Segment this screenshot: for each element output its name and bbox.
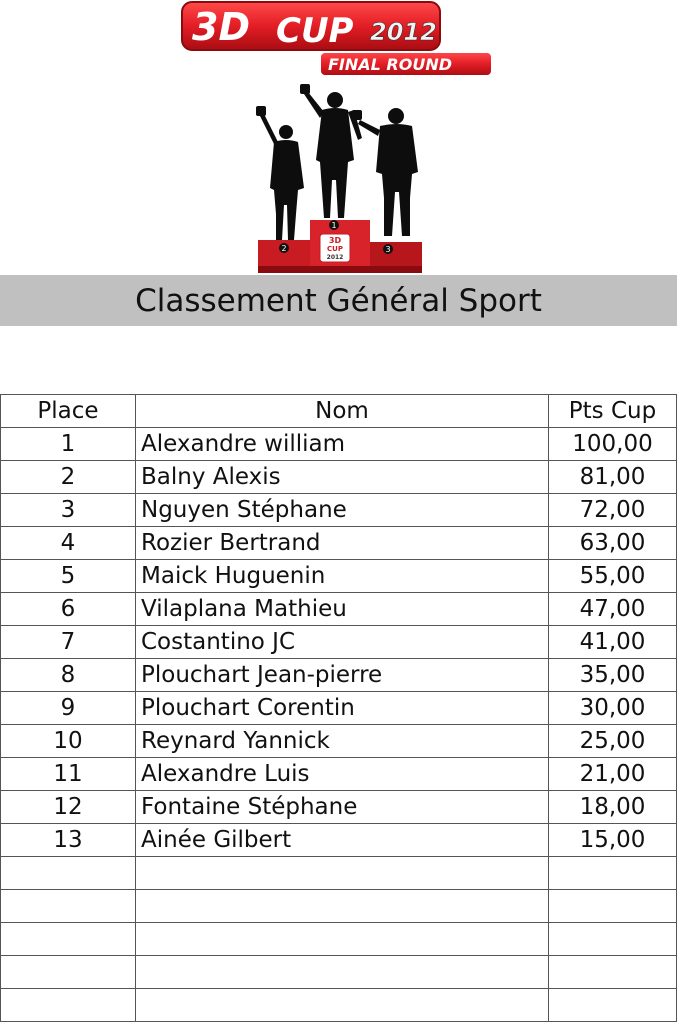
- cell-place: 2: [1, 461, 136, 494]
- cell-name: [136, 989, 549, 1022]
- table-row: [1, 824, 677, 857]
- header-name: Nom: [136, 395, 549, 428]
- table-row: [1, 659, 677, 692]
- cell-name: Nguyen Stéphane: [136, 494, 549, 527]
- cell-place: 13: [1, 824, 136, 857]
- table-row: [1, 791, 677, 824]
- cell-points: 100,00: [549, 428, 677, 461]
- cell-name: Reynard Yannick: [136, 725, 549, 758]
- cell-points: 30,00: [549, 692, 677, 725]
- podium-badge-cup: CUP: [327, 245, 343, 253]
- title-bar: [0, 275, 677, 326]
- table-row: [1, 956, 677, 989]
- cell-points: 35,00: [549, 659, 677, 692]
- event-logo: [178, 0, 496, 80]
- cell-place: 4: [1, 527, 136, 560]
- podium-illustration: [250, 80, 430, 275]
- cell-name: Plouchart Jean-pierre: [136, 659, 549, 692]
- cell-name: Plouchart Corentin: [136, 692, 549, 725]
- cell-points: [549, 923, 677, 956]
- logo-year-text: 2012: [370, 18, 437, 46]
- cell-name: Rozier Bertrand: [136, 527, 549, 560]
- cell-name: Alexandre Luis: [136, 758, 549, 791]
- cell-place: 11: [1, 758, 136, 791]
- cell-place: 3: [1, 494, 136, 527]
- cell-place: 8: [1, 659, 136, 692]
- cell-name: [136, 890, 549, 923]
- table-row: [1, 692, 677, 725]
- cell-points: [549, 989, 677, 1022]
- page-title: Classement Général Sport: [135, 282, 542, 319]
- header-place: Place: [1, 395, 136, 428]
- cell-points: 72,00: [549, 494, 677, 527]
- cell-place: 7: [1, 626, 136, 659]
- podium-badge-year: 2012: [326, 254, 344, 261]
- cell-place: [1, 890, 136, 923]
- cell-place: 6: [1, 593, 136, 626]
- cell-place: 12: [1, 791, 136, 824]
- podium-badge-3d: 3D: [328, 236, 342, 245]
- table-row: [1, 527, 677, 560]
- standings-table: [0, 394, 677, 1022]
- table-row: [1, 758, 677, 791]
- cell-place: [1, 956, 136, 989]
- cell-name: Maick Huguenin: [136, 560, 549, 593]
- table-row: [1, 923, 677, 956]
- table-row: [1, 560, 677, 593]
- cell-points: [549, 956, 677, 989]
- cell-place: [1, 989, 136, 1022]
- table-row: [1, 593, 677, 626]
- table-header-row: [1, 395, 677, 428]
- logo-final-round-text: FINAL ROUND: [328, 55, 453, 74]
- cell-points: 25,00: [549, 725, 677, 758]
- cell-name: [136, 923, 549, 956]
- cell-points: 81,00: [549, 461, 677, 494]
- cell-place: [1, 857, 136, 890]
- header-points: Pts Cup: [549, 395, 677, 428]
- table-row: [1, 989, 677, 1022]
- cell-place: 5: [1, 560, 136, 593]
- cell-points: [549, 890, 677, 923]
- cell-place: [1, 923, 136, 956]
- cell-name: [136, 857, 549, 890]
- cell-points: [549, 857, 677, 890]
- cell-points: 15,00: [549, 824, 677, 857]
- table-row: [1, 725, 677, 758]
- table-row: [1, 890, 677, 923]
- cell-place: 1: [1, 428, 136, 461]
- svg-text:3: 3: [385, 245, 391, 254]
- cell-name: Alexandre william: [136, 428, 549, 461]
- logo-3d-text: 3D: [192, 5, 250, 49]
- table-body: [1, 428, 677, 1022]
- cell-points: 41,00: [549, 626, 677, 659]
- cell-place: 9: [1, 692, 136, 725]
- cell-points: 47,00: [549, 593, 677, 626]
- winner-silhouettes: [256, 84, 418, 240]
- cell-name: Vilaplana Mathieu: [136, 593, 549, 626]
- table-row: [1, 626, 677, 659]
- cell-place: 10: [1, 725, 136, 758]
- table-row: [1, 461, 677, 494]
- cell-name: [136, 956, 549, 989]
- cell-points: 18,00: [549, 791, 677, 824]
- cell-name: Balny Alexis: [136, 461, 549, 494]
- logo-cup-text: CUP: [276, 11, 354, 51]
- cell-points: 55,00: [549, 560, 677, 593]
- cell-name: Fontaine Stéphane: [136, 791, 549, 824]
- table-row: [1, 494, 677, 527]
- svg-text:2: 2: [281, 244, 287, 253]
- svg-text:1: 1: [331, 221, 337, 230]
- cell-name: Ainée Gilbert: [136, 824, 549, 857]
- table-row: [1, 428, 677, 461]
- table-row: [1, 857, 677, 890]
- cell-name: Costantino JC: [136, 626, 549, 659]
- cell-points: 21,00: [549, 758, 677, 791]
- cell-points: 63,00: [549, 527, 677, 560]
